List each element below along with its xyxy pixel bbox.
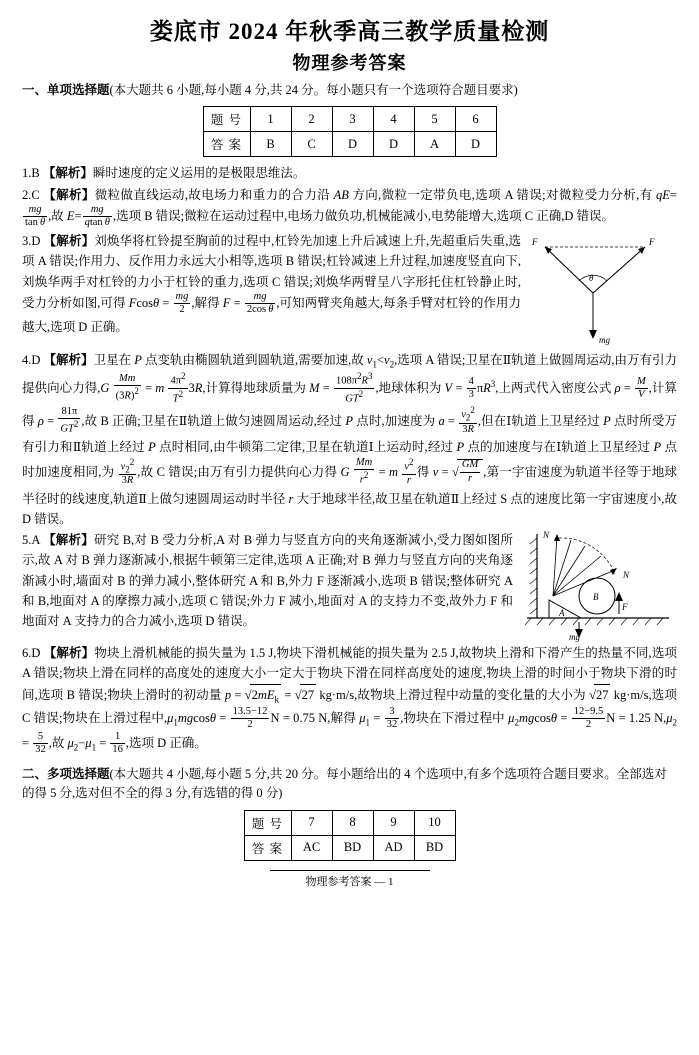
q-answer: BD <box>414 835 455 860</box>
solution-item-5 <box>22 530 677 642</box>
footer-divider <box>270 870 430 871</box>
solution-item-6 <box>22 643 677 757</box>
q-answer: C <box>291 132 332 157</box>
solution-4-tag: 【解析】 <box>43 353 94 368</box>
section-2-heading-bold: 二、多项选择题 <box>22 766 110 781</box>
solution-5-tag: 【解析】 <box>43 533 94 547</box>
q-answer: D <box>373 132 414 157</box>
solution-item-1 <box>22 163 677 183</box>
svg-text:N: N <box>623 570 630 580</box>
solution-4-num: 4. <box>22 353 32 368</box>
solution-3-tag: 【解析】 <box>43 234 95 249</box>
q-number: 2 <box>291 107 332 132</box>
section-1-heading <box>22 81 677 100</box>
svg-text:F: F <box>532 237 538 248</box>
q-number: 6 <box>455 107 496 132</box>
solution-5-num: 5. <box>22 533 32 547</box>
q-number: 4 <box>373 107 414 132</box>
svg-text:N: N <box>543 530 550 540</box>
solution-1-tag: 【解析】 <box>42 166 93 181</box>
q-answer: AD <box>373 835 414 860</box>
solution-2-num: 2. <box>22 187 32 202</box>
solution-1-text: 瞬时速度的定义运用的是极限思维法。 <box>92 166 306 181</box>
row-label-number: 题 号 <box>244 810 291 835</box>
answer-table-1 <box>203 106 497 157</box>
solution-2-answer: C <box>31 187 40 202</box>
solution-6-tag: 【解析】 <box>43 646 95 660</box>
solution-3-text: 刘焕华将杠铃提至胸前的过程中,杠铃先加速上升后减速上升,先超重后失重,选项 A 错误;作用力、反作用力永远大小相等,选项 B 错误;杠铃减速上升过程,加速度竖直向下,刘焕华两手对杠铃的力小于杠铃的重力,选项 C 错误;刘焕华两臂呈八字形托住杠铃静止时,受力分析如图,可得 Fcosθ = $\frac{mg}{2}$ ,解得 F = $\frac{mg}{\text{2cos θ}}$ ,可知两臂夹角越大,每条手臂对杠铃的作用力越大,选项 D 正确。 <box>22 234 521 334</box>
table-row <box>203 132 496 157</box>
figure-1-float <box>527 231 677 349</box>
svg-text:θ: θ <box>589 273 594 284</box>
section-2-heading-normal: (本大题共 4 小题,每小题 5 分,共 20 分。每小题给出的 4 个选项中,有多个选项符合题目要求。全部选对的得 5 分,选对但不全的得 3 分,有选错的得 0 分) <box>22 766 667 801</box>
q-number: 8 <box>332 810 373 835</box>
q-number: 5 <box>414 107 455 132</box>
section-1-heading-bold: 一、单项选择题 <box>22 83 110 98</box>
answer-table-1-wrap <box>22 106 677 157</box>
solution-5-answer: A <box>31 533 40 547</box>
svg-text:F: F <box>649 237 655 248</box>
section-2-heading <box>22 765 677 804</box>
table-row <box>244 810 455 835</box>
answer-table-2 <box>244 810 456 861</box>
q-number: 10 <box>414 810 455 835</box>
force-diagram-blocks <box>519 530 677 642</box>
footer-text: 物理参考答案 — 1 <box>305 875 394 888</box>
solution-1-answer: B <box>31 166 40 181</box>
section-1-heading-normal: (本大题共 6 小题,每小题 4 分,共 24 分。每小题只有一个选项符合题目要求) <box>109 83 518 98</box>
solution-2-tag: 【解析】 <box>43 187 95 202</box>
q-number: 3 <box>332 107 373 132</box>
solution-6-answer: D <box>31 646 41 660</box>
row-label-number: 题 号 <box>203 107 250 132</box>
svg-text:mg: mg <box>599 335 610 346</box>
q-number: 9 <box>373 810 414 835</box>
force-diagram-barbell <box>527 231 677 349</box>
row-label-answer: 答 案 <box>244 835 291 860</box>
page-title: 娄底市 2024 年秋季高三教学质量检测 <box>149 19 550 44</box>
solution-item-3 <box>22 231 677 346</box>
q-answer: BD <box>332 835 373 860</box>
page-footer <box>22 867 677 889</box>
solution-4-text: 卫星在 P 点变轨由椭圆轨道到圆轨道,需要加速,故 $v_1<v_2$,选项 A 错误;卫星在Ⅱ轨道上做圆周运动,由万有引力提供向心力得,G $\frac{Mm}{(3R)^2}$ = m $\frac{4\pi^2}{T^2}$ 3R,计算得地球质量为 M = $\frac{108\pi^2R^3}{GT^2}$ ,地球体积为 V = $\frac{4}{3}$ $\pi R^3$,上两式代入密度公式 ρ = $\frac{M}{V}$ ,计算得 ρ = $\frac{81\pi}{GT^2}$ ,故 B 正确;卫星在Ⅱ轨道上做匀速圆周运动,经过 P 点时,加速度为 a = $\frac{v_2^2}{3R}$ ,但在Ⅰ轨道上卫星经过 P 点时所受万有引力和Ⅱ轨道上经过 P 点时相同,由牛顿第二定律,卫星在轨道Ⅰ上运动时,经过 P 点的加速度与在Ⅰ轨道上卫星经过 P 点时加速度相同,为 $\frac{v_2^2}{3R}$ ,故 C 错误;由万有引力提供向心力得 G $\frac{Mm}{r^2}$ = m $\frac{v^2}{r}$ 得 v = √ $\frac{GM}{r}$ ,第一宇宙速度为轨道半径等于地球半径时的线速度,轨道Ⅱ上做匀速圆周运动时半径 r 大于地球半径,故卫星在轨道Ⅱ上经过 S 点的速度比第一宇宙速度小,故 D 错误。 <box>22 353 677 526</box>
q-answer: D <box>455 132 496 157</box>
solution-2-text: 微粒做直线运动,故电场力和重力的合力沿 AB 方向,微粒一定带负电,选项 A 错误;对微粒受力分析,有 qE= $\frac{mg}{\text{tan θ}}$ ,故 E= $\frac{mg}{\text{qtan θ}}$ ,选项 B 错误;微粒在运动过程中,电场力做负功,机械能减小,电势能增大,选项 C 正确,D 错误。 <box>25 187 677 228</box>
solution-3-num: 3. <box>22 234 32 249</box>
q-number: 7 <box>291 810 332 835</box>
q-number: 1 <box>250 107 291 132</box>
table-row <box>203 107 496 132</box>
q-answer: D <box>332 132 373 157</box>
answer-table-2-wrap <box>22 810 677 861</box>
solution-5-text: 研究 B,对 B 受力分析,A 对 B 弹力与竖直方向的夹角逐渐减小,受力图如图所示,故 A 对 B 弹力逐渐减小,根据牛顿第三定律,选项 A 正确;对 B 弹力与竖直方向的夹角逐渐减小时,墙面对 B 的弹力减小,整体研究 A 和 B,外力 F 逐渐减小,选项 B 错误;整体研究 A 和 B,地面对 A 的摩擦力减小,选项 C 错误;外力 F 减小,地面对 A 的支持力不变,故外力 F 和地面对 A 支持力的合力减小,选项 D 错误。 <box>22 533 513 628</box>
solution-4-answer: D <box>31 353 41 368</box>
svg-text:B: B <box>593 592 599 602</box>
svg-text:F: F <box>622 602 628 612</box>
table-row <box>244 835 455 860</box>
solution-6-text: 物块上滑机械能的损失量为 1.5 J,物块下滑机械能的损失量为 2.5 J,故物块上滑和下滑产生的热量不同,选项 A 错误;物块上滑在同样的高度处的速度大小一定大于物块下滑在同样高度处的速度,物块上滑的时间小于物块下滑的时间,选项 B 错误;物块上滑时的初动量 $p = √2mE_k = √27$ kg·m/s,故物块上滑过程中动量的变化量的大小为 √27 kg·m/s,选项 C 错误;物块在上滑过程中$,\mu_1mgcos\theta$ = $\frac{13.5-12}{2}$ N = 0.75 N,解得 $\mu_1$ = $\frac{3}{32}$ ,物块在下滑过程中 $\mu_2mgcos\theta$ = $\frac{12-9.5}{2}$ N = 1.25 $N,\mu_2$ = $\frac{5}{32}$ ,故 $\mu_2-\mu_1$ = $\frac{1}{16}$ ,选项 D 正确。 <box>22 646 678 755</box>
q-answer: B <box>250 132 291 157</box>
svg-text:A: A <box>559 608 565 618</box>
solution-1-num: 1. <box>22 166 32 181</box>
row-label-answer: 答 案 <box>203 132 250 157</box>
figure-2-float <box>519 530 677 642</box>
solution-3-answer: D <box>31 234 41 249</box>
page-subtitle: 物理参考答案 <box>292 53 407 74</box>
solution-item-4 <box>22 350 677 529</box>
svg-text:mg: mg <box>569 632 580 642</box>
q-answer: A <box>414 132 455 157</box>
q-answer: AC <box>291 835 332 860</box>
solution-6-num: 6. <box>22 646 32 660</box>
solution-item-2 <box>22 185 677 230</box>
